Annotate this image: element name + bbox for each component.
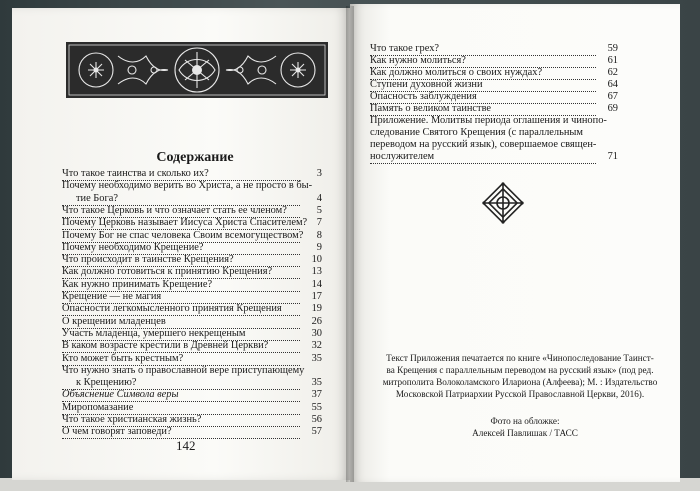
toc-entry-title: Участь младенца, умершего некрещеным — [62, 327, 246, 339]
contents-heading: Содержание — [156, 150, 234, 165]
toc-entry-page: 62 — [607, 67, 618, 78]
photo-label: Фото на обложке: — [490, 416, 560, 426]
toc-entry — [62, 217, 307, 229]
toc-entry-page: 4 — [316, 192, 322, 204]
toc-entry-title: О крещении младенцев — [62, 315, 166, 327]
book-gutter — [346, 6, 354, 482]
toc-entry-title: Как должно готовиться к принятию Крещения? — [62, 266, 273, 278]
toc-entry — [62, 291, 161, 303]
knot-ornament-icon — [480, 180, 526, 226]
toc-entry — [370, 103, 491, 115]
toc-entry-title: О чем говорят заповеди? — [62, 426, 172, 438]
toc-entry — [62, 365, 304, 377]
toc-entry — [62, 266, 272, 278]
toc-entry-title: Что нужно знать о православной вере приступающему — [62, 364, 305, 376]
toc-entry-continuation: тие Бога? — [76, 192, 118, 204]
toc-entry-page: 71 — [607, 151, 618, 162]
toc-entry-continuation: переводом на русский язык), совершаемое священ- — [370, 139, 597, 150]
toc-entry-page: 8 — [316, 229, 322, 241]
toc-entry-page: 59 — [607, 43, 618, 54]
toc-entry-page: 35 — [311, 377, 322, 389]
toc-entry-title: Память о великом таинстве — [370, 103, 492, 114]
toc-entry-title: Что такое христианская жизнь? — [62, 414, 202, 425]
toc-entry-page: 26 — [311, 315, 322, 327]
toc-entry-page: 30 — [311, 327, 322, 339]
toc-entry — [370, 43, 439, 55]
toc-entry-title: Что происходит в таинстве Крещения? — [62, 254, 234, 266]
publication-note-line: митрополита Волоколамского Илариона (Алфеева); М. : Издательство — [382, 377, 658, 387]
toc-entry — [62, 205, 287, 217]
toc-entry-page: 32 — [311, 340, 322, 352]
toc-entry-title: Приложение. Молитвы периода оглашения и чинопо- — [370, 115, 607, 126]
toc-entry-continuation: к Крещению? — [76, 377, 137, 389]
page-number: 142 — [176, 438, 196, 453]
toc-entry-page: 3 — [316, 168, 322, 179]
toc-entry-page: 13 — [311, 266, 322, 278]
toc-entry-page: 57 — [311, 426, 322, 438]
photo-credit: Алексей Павлишак / ТАСС — [472, 428, 578, 438]
toc-entry — [62, 328, 246, 340]
toc-entry-page: 7 — [316, 217, 322, 229]
toc-entry-title: Почему необходимо верить во Христа, а не просто в бы- — [62, 180, 313, 192]
toc-underline — [370, 163, 596, 164]
toc-entry — [62, 180, 312, 192]
toc-entry-title: Опасности легкомысленного принятия Крещения — [62, 303, 282, 315]
toc-entry-page: 17 — [311, 291, 322, 302]
publication-note-line: Московской Патриархии Русской Православной Церкви, 2016). — [395, 389, 645, 399]
toc-entry-page: 55 — [311, 401, 322, 413]
toc-entry-continuation: следование Святого Крещения (с параллельным — [370, 127, 583, 138]
toc-entry-title: Почему Церковь называет Иисуса Христа Спасителем? — [62, 217, 308, 229]
toc-entry — [370, 115, 607, 127]
toc-entry-title: Кто может быть крестным? — [62, 352, 184, 364]
toc-entry-title: Объяснение Символа веры — [62, 389, 179, 401]
toc-entry-title: Почему Бог не спас человека Своим всемогуществом? — [62, 229, 304, 241]
toc-entry-title: Что такое Церковь и что означает стать ее членом? — [62, 204, 287, 216]
toc-entry-page: 9 — [316, 241, 322, 253]
toc-entry-continuation: нослужителем — [370, 151, 435, 162]
toc-entry — [62, 254, 234, 266]
toc-entry — [62, 230, 303, 242]
toc-entry-page: 19 — [311, 303, 322, 315]
toc-entry — [62, 426, 172, 438]
toc-entry-title: Как нужно принимать Крещение? — [62, 278, 213, 290]
toc-entry — [62, 414, 201, 426]
toc-entry — [370, 79, 483, 91]
toc-entry — [62, 389, 179, 401]
toc-entry-page: 14 — [311, 278, 322, 290]
headpiece-ornament-icon — [66, 42, 328, 98]
toc-entry-title: Опасность заблуждения — [370, 91, 477, 102]
toc-entry — [370, 67, 542, 79]
toc-entry-page: 37 — [311, 389, 322, 401]
toc-entry — [62, 340, 268, 352]
publication-note-line: ва Крещения с параллельным переводом на русский язык» (под ред. — [386, 365, 654, 375]
toc-entry-title: Что такое грех? — [370, 43, 440, 54]
toc-entry — [62, 402, 133, 414]
toc-entry — [370, 55, 466, 67]
publication-note-line: Текст Приложения печатается по книге «Чинопоследование Таинст- — [386, 353, 654, 363]
toc-entry — [62, 168, 209, 180]
toc-entry-page: 61 — [607, 55, 618, 66]
toc-entry-title: Ступени духовной жизни — [370, 79, 483, 90]
toc-entry-page: 35 — [311, 352, 322, 364]
toc-entry-page: 10 — [311, 254, 322, 266]
toc-entry-title: Почему необходимо Крещение? — [62, 241, 204, 253]
toc-entry — [62, 242, 204, 254]
toc-entry-title: Как нужно молиться? — [370, 55, 466, 66]
toc-entry — [62, 303, 282, 315]
toc-entry — [62, 279, 212, 291]
toc-entry-page: 64 — [607, 79, 618, 90]
toc-entry — [62, 353, 183, 365]
toc-entry-title: Миропомазание — [62, 401, 134, 413]
toc-entry-title: В каком возрасте крестили в Древней Церкви? — [62, 340, 269, 352]
toc-entry-title: Крещение — не магия — [62, 291, 162, 302]
toc-entry-title: Как должно молиться о своих нуждах? — [370, 67, 543, 78]
toc-entry — [62, 316, 166, 328]
toc-entry-page: 67 — [607, 91, 618, 102]
toc-entry-page: 5 — [316, 204, 322, 216]
toc-entry-title: Что такое таинства и сколько их? — [62, 168, 209, 179]
toc-entry-page: 56 — [311, 414, 322, 425]
toc-entry-page: 69 — [607, 103, 618, 114]
toc-entry — [370, 91, 477, 103]
